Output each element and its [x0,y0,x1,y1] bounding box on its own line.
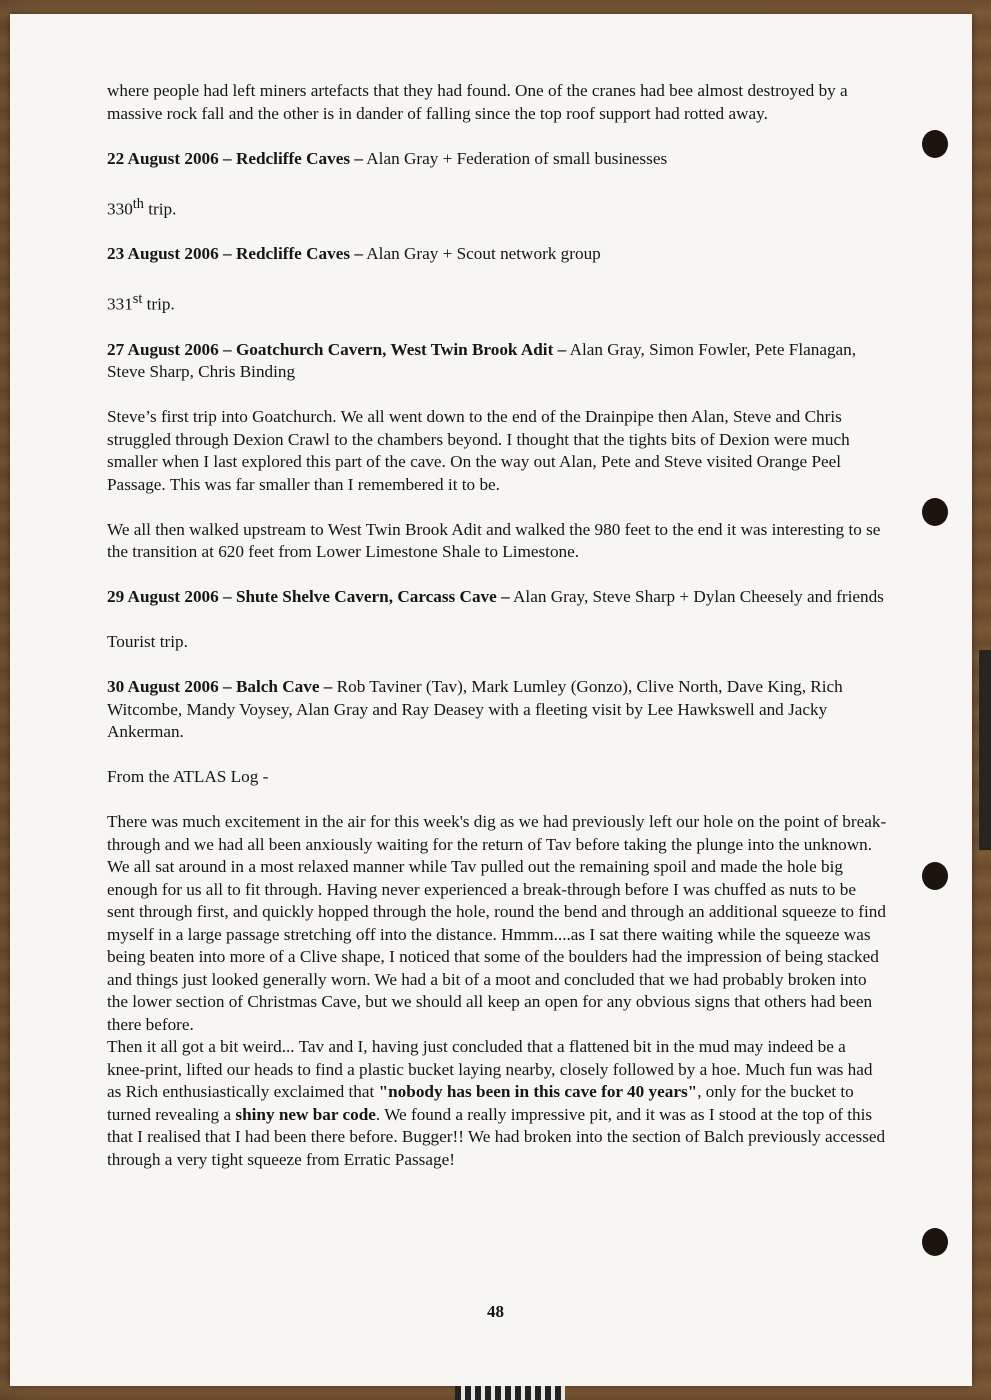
entry-date: 27 August 2006 [107,339,219,359]
punch-hole [922,1228,948,1256]
entry-title: 29 August 2006 – Shute Shelve Cavern, Carcass Cave – [107,587,510,607]
trip-label: trip. [143,199,177,219]
trip-entry-header [107,243,887,266]
trip-count [107,193,887,221]
entry-title: 30 August 2006 – Balch Cave – [107,677,333,697]
punch-hole [922,862,948,890]
atlas-log-excerpt [107,811,887,1171]
paragraph [107,766,887,789]
entry-title: 22 August 2006 – Redcliffe Caves – [107,148,363,168]
log-paragraph [107,811,887,856]
entry-date: 29 August 2006 [107,587,219,607]
emphasized-text: "nobody has been in this cave for 40 years" [378,1082,698,1102]
paragraph [107,80,887,125]
trip-number: 330 [107,199,133,219]
entry-participants: Alan Gray + Federation of small businesses [366,148,668,168]
log-text-run: There was much excitement in the air for this week's dig as we had previously left our hole on the point of break-through and we had all been anxiously waiting for the return of Tav before taking the plunge into the unknown. [107,812,887,854]
background-object [979,650,991,850]
log-paragraph [107,856,887,1036]
entry-participants: Alan Gray + Scout network group [366,244,601,264]
entry-participants: Alan Gray, Simon Fowler, Pete Flanagan, Steve Sharp, Chris Binding [107,339,857,382]
punch-hole [922,498,948,526]
paragraph-text: Steve’s first trip into Goatchurch. We all went down to the end of the Drainpipe then Alan, Steve and Chris struggled through Dexion Crawl to the chambers beyond. I thought that the tights bits of Dexion were much smaller when I last explored this part of the cave. On the way out Alan, Pete and Steve visited Orange Peel Passage. This was far smaller than I remembered it to be. [107,407,850,494]
log-text [107,80,887,1171]
entry-location: Goatchurch Cavern, West Twin Brook Adit [235,339,554,359]
paragraph-text: We all then walked upstream to West Twin Brook Adit and walked the 980 feet to the end it was interesting to se the transition at 620 feet from Lower Limestone Shale to Limestone. [107,519,881,562]
ordinal-suffix: th [132,195,144,212]
entry-location: Redcliffe Caves [235,244,351,264]
trip-number: 331 [107,294,133,314]
paragraph [107,631,887,654]
log-text-run: Then it all got a bit weird... Tav and I, having just concluded that a flattened bit in the mud may indeed be a knee-print, lifted our heads to find a plastic bucket laying nearby, closely followed by a hoe. Much fun was had as Rich enthusiastically exclaimed that [107,1037,873,1102]
paragraph-text: where people had left miners artefacts that they had found. One of the cranes had bee almost destroyed by a massive rock fall and the other is in dander of falling since the top roof support had rotted away. [107,81,848,123]
emphasized-text: shiny new bar code [235,1104,376,1124]
trip-entry-header [107,586,887,609]
entry-participants: Alan Gray, Steve Sharp + Dylan Cheesely and friends [513,587,884,607]
punch-hole [922,130,948,158]
page-number: 48 [487,1302,504,1321]
entry-title: 23 August 2006 – Redcliffe Caves – [107,244,363,264]
ordinal-suffix: st [132,291,143,308]
log-text-run: , only for the bucket to turned revealing a [107,1082,854,1124]
trip-label: trip. [142,294,175,314]
log-text-run: . We found a really impressive pit, and it was as I stood at the top of this that I realised that I had been there before. Bugger!! We had broken into the section of Balch previously accessed through a very tight squeeze from Erratic Passage! [107,1104,886,1169]
log-paragraph [107,1036,887,1171]
paragraph-text: From the ATLAS Log - [107,767,269,787]
paragraph [107,406,887,496]
paragraph-text: Tourist trip. [107,632,188,652]
entry-date: 30 August 2006 [107,677,219,697]
paragraph [107,519,887,564]
trip-entry-header [107,339,887,384]
entry-location: Shute Shelve Cavern, Carcass Cave [235,587,497,607]
entry-participants: Rob Taviner (Tav), Mark Lumley (Gonzo), Clive North, Dave King, Rich Witcombe, Mandy Voysey, Alan Gray and Ray Deasey with a fleeting visit by Lee Hawkswell and Jacky Ankerman. [107,677,843,742]
trip-entry-header [107,148,887,171]
entry-date: 22 August 2006 [107,148,219,168]
entry-title: 27 August 2006 – Goatchurch Cavern, West Twin Brook Adit – [107,339,567,359]
log-entries [107,80,887,789]
log-text-run: We all sat around in a most relaxed manner while Tav pulled out the remaining spoil and made the hole big enough for us all to fit through. Having never experienced a break-through before I was chuffed as nuts to be sent through first, and quickly hopped through the hole, round the bend and through an additional squeeze to find myself in a large passage stretching off into the distance. Hmmm....as I sat there waiting while the squeeze was being beaten into more of a Clive shape, I noticed that some of the boulders had the impression of being stacked and things just looked generally worn. We had a bit of a moot and concluded that we had probably broken into the lower section of Christmas Cave, but we should all keep an open for any obvious signs that others had been there before. [107,857,886,1034]
entry-date: 23 August 2006 [107,244,219,264]
trip-count [107,288,887,316]
background-object [455,1386,565,1400]
trip-entry-header [107,676,887,744]
entry-location: Redcliffe Caves [235,148,351,168]
entry-location: Balch Cave [235,677,320,697]
